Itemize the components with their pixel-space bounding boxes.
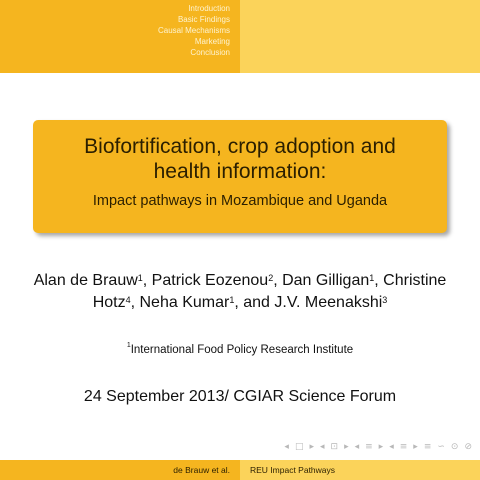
affiliation-mark: 1 xyxy=(126,342,131,349)
affiliation-text: International Food Policy Research Institute xyxy=(130,344,354,356)
title-block xyxy=(33,120,447,233)
footer-short-title: REU Impact Pathways xyxy=(240,460,480,480)
nav-item-introduction[interactable]: Introduction xyxy=(188,4,230,13)
section-navigation xyxy=(0,0,240,73)
nav-next-doc-icon[interactable]: ▸ xyxy=(413,442,418,452)
author-affiliation-mark: 1 xyxy=(137,273,143,283)
footer-author: de Brauw et al. xyxy=(0,460,240,480)
nav-next-icon[interactable]: ▸ xyxy=(309,442,314,452)
subsection-icon[interactable]: ⊡ xyxy=(330,442,339,452)
nav-next-section-icon[interactable]: ▸ xyxy=(378,442,384,452)
header-bar xyxy=(0,0,480,73)
forward-icon[interactable]: ⊘ xyxy=(464,442,472,452)
nav-prev-subsection-icon[interactable]: ◂ xyxy=(319,442,325,452)
nav-next-subsection-icon[interactable]: ▸ xyxy=(344,442,349,452)
author-name: Christine Hotz xyxy=(92,272,447,311)
author-name: J.V. Meenakshi xyxy=(274,294,383,311)
author-list: Alan de Brauw$^1$, Patrick Eozenou$^2$, Dan Gilligan$^1$, Christine Hotz$^4$, Neha Kumar$^1$, and J.V. Meenakshi$^3$ xyxy=(33,272,447,311)
section-icon[interactable]: ≡ xyxy=(365,442,373,452)
author-name: Alan de Brauw xyxy=(33,272,138,289)
author-affiliation-mark: 4 xyxy=(125,295,131,305)
nav-item-causal-mechanisms[interactable]: Causal Mechanisms xyxy=(157,26,230,35)
presentation-date: 24 September 2013/ CGIAR Science Forum xyxy=(83,388,397,405)
frame-icon[interactable]: □ xyxy=(294,442,304,452)
author-affiliation-mark: 1 xyxy=(229,295,235,305)
footer-bar xyxy=(0,460,480,480)
author-affiliation-mark: 2 xyxy=(268,273,274,283)
header-right-panel xyxy=(240,0,480,73)
nav-first-icon[interactable]: ◂ xyxy=(284,442,289,452)
document-icon[interactable]: ≡ xyxy=(399,442,408,452)
nav-item-basic-findings[interactable]: Basic Findings xyxy=(177,15,230,24)
nav-item-marketing[interactable]: Marketing xyxy=(194,37,230,46)
author-affiliation-mark: 3 xyxy=(382,295,388,305)
presentation-title: Biofortification, crop adoption and health information: xyxy=(84,135,396,183)
affiliation xyxy=(20,344,460,356)
nav-prev-doc-icon[interactable]: ◂ xyxy=(389,442,394,452)
author-name: Neha Kumar xyxy=(139,294,230,311)
search-icon[interactable]: ⊙ xyxy=(450,442,459,452)
back-icon[interactable]: ∽ xyxy=(437,442,445,452)
author-affiliation-mark: 1 xyxy=(369,273,375,283)
author-name: Dan Gilligan xyxy=(282,272,370,289)
author-name: Patrick Eozenou xyxy=(151,272,269,289)
nav-item-conclusion[interactable]: Conclusion xyxy=(190,48,230,57)
presentation-subtitle: Impact pathways in Mozambique and Uganda xyxy=(92,193,388,209)
nav-prev-section-icon[interactable]: ◂ xyxy=(354,442,360,452)
beamer-navigation-controls xyxy=(284,441,472,453)
appendix-icon[interactable]: ≡ xyxy=(423,442,432,452)
